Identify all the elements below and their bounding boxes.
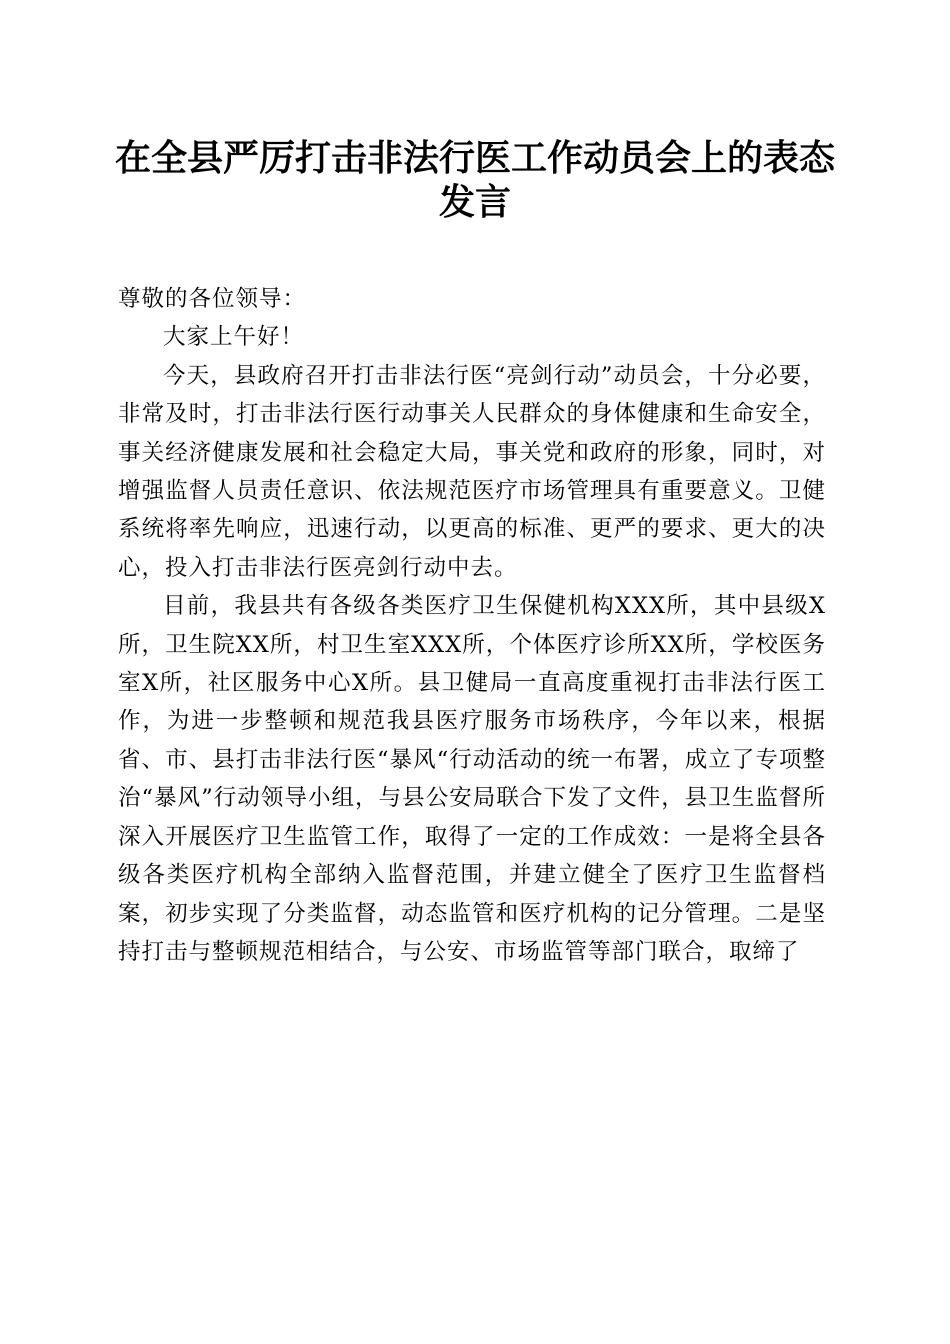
- salutation: 尊敬的各位领导：: [118, 286, 307, 312]
- document-body: [118, 280, 826, 971]
- paragraph-1: 今天，县政府召开打击非法行医“亮剑行动”动员会，十分必要，非常及时，打击非法行医行动事关人民群众的身体健康和生命安全，事关经济健康发展和社会稳定大局，事关党和政府的形象，同时，对增强监督人员责任意识、依法规范医疗市场管理具有重要意义。卫健系统将率先响应，迅速行动，以更高的标准、更严的要求、更大的决心，投入打击非法行医亮剑行动中去。: [118, 362, 826, 581]
- paragraph-2: 目前，我县共有各级各类医疗卫生保健机构XXX所，其中县级X所，卫生院XX所，村卫生室XXX所，个体医疗诊所XX所，学校医务室X所，社区服务中心X所。县卫健局一直高度重视打击非法行医工作，为进一步整顿和规范我县医疗服务市场秩序，今年以来，根据省、市、县打击非法行医“暴风“行动活动的统一布署，成立了专项整治“暴风”行动领导小组，与县公安局联合下发了文件，县卫生监督所深入开展医疗卫生监管工作，取得了一定的工作成效：一是将全县各级各类医疗机构全部纳入监督范围，并建立健全了医疗卫生监督档案，初步实现了分类监督，动态监管和医疗机构的记分管理。二是坚持打击与整顿规范相结合，与公安、市场监管等部门联合，取缔了: [118, 593, 826, 965]
- greeting: 大家上午好！: [163, 324, 305, 351]
- document-title: 在全县严厉打击非法行医工作动员会上的表态发言: [114, 137, 835, 223]
